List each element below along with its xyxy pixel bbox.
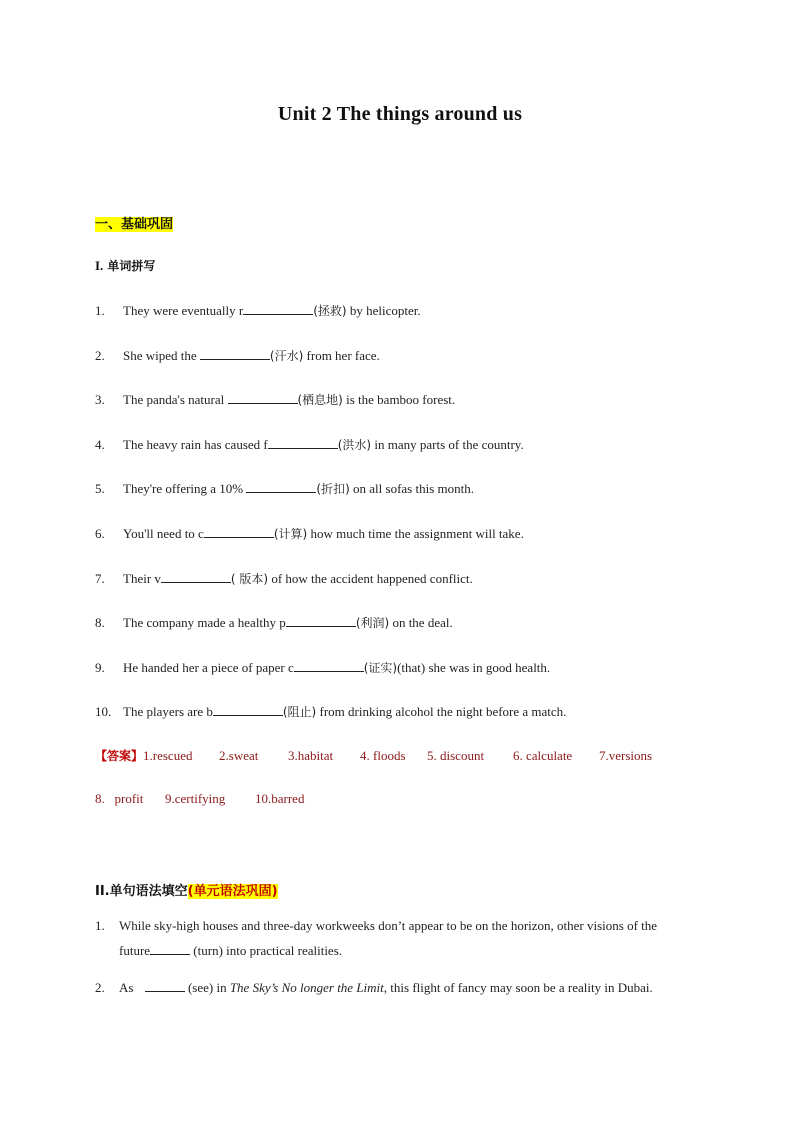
- answer-line-2: 8. profit 9.certifying 10.barred: [95, 791, 305, 806]
- answer-blank[interactable]: [200, 348, 270, 360]
- spelling-item: 6. You'll need to c (计算) how much time the assignment will take.: [95, 526, 524, 541]
- grammar-item-1: 1. While sky-high houses and three-day workweeks don’t appear to be on the horizon, other visions of the future (turn) into practical realities.: [95, 918, 658, 958]
- answer-line-1: 【答案】1.rescued 2.sweat 3.habitat 4. floods 5. discount 6. calculate 7.versions: [95, 748, 653, 763]
- answer-blank[interactable]: [213, 704, 283, 716]
- grammar-item-2: 2. As (see) in The Sky’s No longer the Limit, this flight of fancy may soon be a reality in Dubai.: [95, 980, 653, 995]
- part1-heading: I. 单词拼写: [95, 258, 156, 273]
- answer-blank[interactable]: [150, 943, 190, 955]
- spelling-item: 9. He handed her a piece of paper c (证实)(that) she was in good health.: [95, 659, 551, 675]
- spelling-item: 3. The panda's natural (栖息地) is the bamboo forest.: [95, 392, 456, 408]
- answer-blank[interactable]: [268, 437, 338, 449]
- answer-tag: 【答案】: [95, 749, 144, 763]
- section-heading: 一、基础巩固: [95, 217, 174, 232]
- spelling-item: 10. The players are b (阻止) from drinking alcohol the night before a match.: [95, 704, 567, 720]
- spelling-item: 1. They were eventually r (拯救) by helicopter.: [95, 303, 421, 318]
- spelling-item: 8. The company made a healthy p (利润) on the deal.: [95, 615, 453, 631]
- answer-blank[interactable]: [246, 481, 316, 493]
- answer-blank[interactable]: [243, 303, 313, 315]
- answer-blank[interactable]: [204, 526, 274, 538]
- answer-blank[interactable]: [286, 615, 356, 627]
- answer-blank[interactable]: [228, 392, 298, 404]
- page-title: Unit 2 The things around us: [277, 103, 523, 125]
- answer-blank[interactable]: [161, 571, 231, 583]
- spelling-item: 4. The heavy rain has caused f (洪水) in many parts of the country.: [95, 436, 524, 452]
- spelling-item: 7. Their v ( 版本) of how the accident happened conflict.: [95, 570, 473, 586]
- answer-blank[interactable]: [294, 660, 364, 672]
- spelling-item: 5. They're offering a 10% (折扣) on all sofas this month.: [95, 481, 474, 497]
- spelling-item: 2. She wiped the (汗水) from her face.: [95, 347, 380, 363]
- part2-heading: II.单句语法填空(单元语法巩固): [95, 884, 278, 899]
- answer-blank[interactable]: [145, 980, 185, 992]
